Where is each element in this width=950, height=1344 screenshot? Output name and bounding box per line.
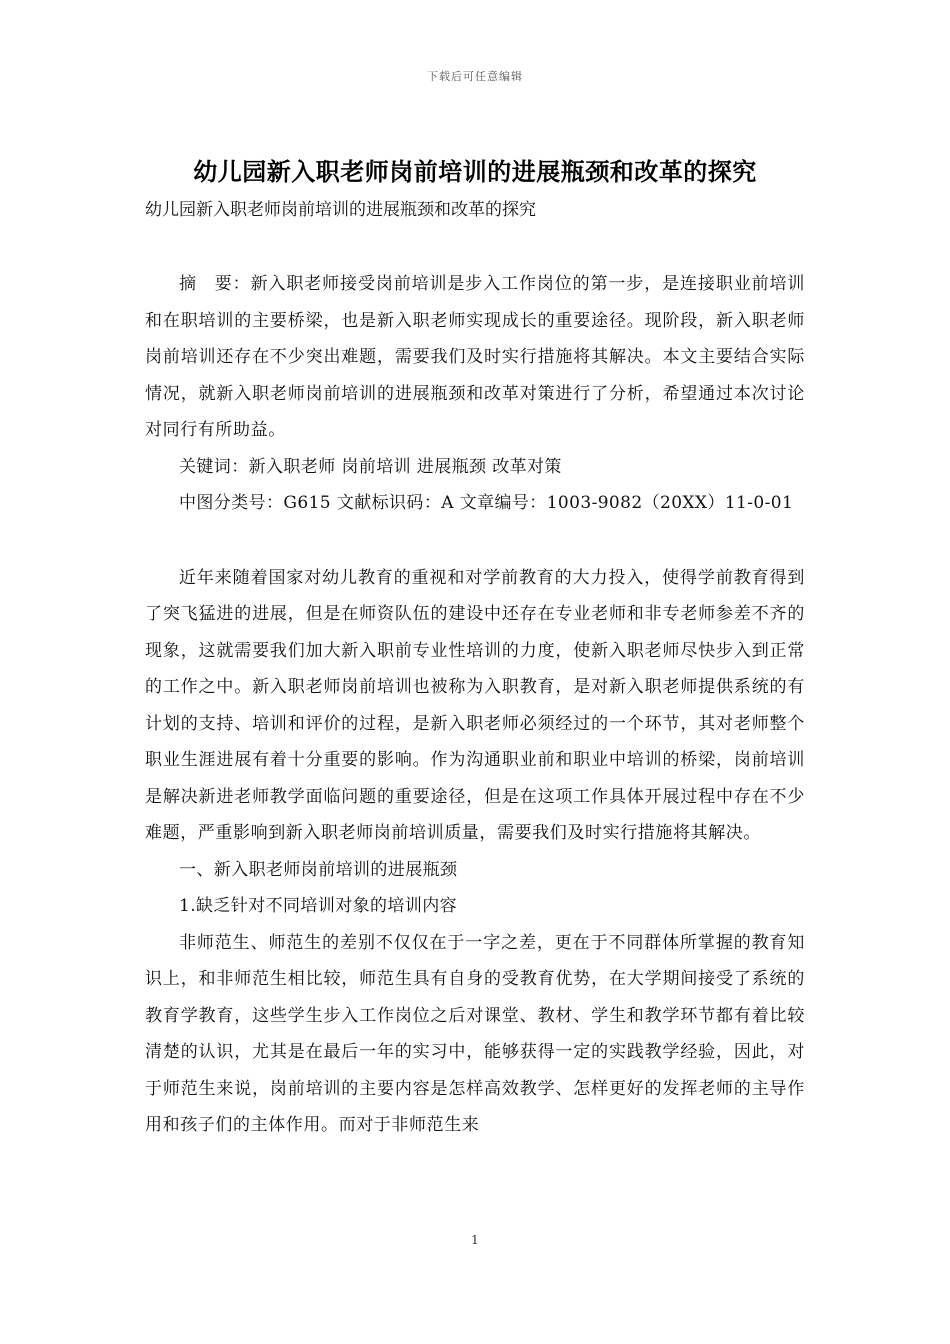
document-title: 幼儿园新入职老师岗前培训的进展瓶颈和改革的探究 — [193, 157, 757, 186]
intro-paragraph: 近年来随着国家对幼儿教育的重视和对学前教育的大力投入，使得学前教育得到了突飞猛进的进展，但是在师资队伍的建设中还存在专业老师和非专老师参差不齐的现象，这就需要我们加大新入职前专业性培训的力度，使新入职老师尽快步入到正常的工作之中。新入职老师岗前培训也被称为入职教育，是对新入职老师提供系统的有计划的支持、培训和评价的过程，是新入职老师必须经过的一个环节，其对老师整个职业生涯进展有着十分重要的影响。作为沟通职业前和职业中培训的桥梁，岗前培训是解决新进老师教学面临问题的重要途径，但是在这项工作具体开展过程中存在不少难题，严重影响到新入职老师岗前培训质量，需要我们及时实行措施将其解决。 — [145, 567, 805, 843]
subsection-heading: 1.缺乏针对不同培训对象的培训内容 — [179, 896, 458, 916]
section-heading: 一、新入职老师岗前培训的进展瓶颈 — [179, 859, 458, 880]
keywords-line: 关键词：新入职老师 岗前培训 进展瓶颈 改革对策 — [179, 456, 562, 477]
spacer — [145, 226, 805, 266]
header-note: 下载后可任意编辑 — [427, 70, 523, 83]
document-body — [145, 150, 805, 1144]
classification-line: 中图分类号：G615 文献标识码：A 文章编号：1003-9082（20XX）11-0-01 — [179, 493, 794, 513]
document-subtitle: 幼儿园新入职老师岗前培训的进展瓶颈和改革的探究 — [145, 200, 536, 220]
page-number: 1 — [471, 1233, 479, 1247]
spacer — [145, 522, 805, 560]
abstract-paragraph: 摘 要：新入职老师接受岗前培训是步入工作岗位的第一步，是连接职业前培训和在职培训的主要桥梁，也是新入职老师实现成长的重要途径。现阶段，新入职老师岗前培训还存在不少突出难题，需要我们及时实行措施将其解决。本文主要结合实际情况，就新入职老师岗前培训的进展瓶颈和改革对策进行了分析，希望通过本次讨论对同行有所助益。 — [145, 274, 805, 440]
body-paragraph: 非师范生、师范生的差别不仅仅在于一字之差，更在于不同群体所掌握的教育知识上，和非师范生相比较，师范生具有自身的受教育优势，在大学期间接受了系统的教育学教育，这些学生步入工作岗位之后对课堂、教材、学生和教学环节都有着比较清楚的认识，尤其是在最后一年的实习中，能够获得一定的实践教学经验，因此，对于师范生来说，岗前培训的主要内容是怎样高效教学、怎样更好的发挥老师的主导作用和孩子们的主体作用。而对于非师范生来 — [145, 932, 805, 1135]
